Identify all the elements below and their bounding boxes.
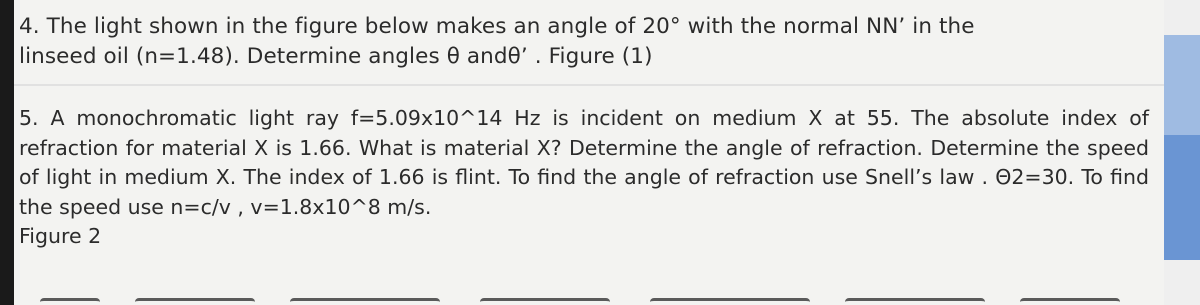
question-4-line-2: linseed oil (n=1.48). Determine angles θ andθ’ . Figure (1) xyxy=(19,44,653,69)
left-dark-edge xyxy=(0,0,14,305)
question-4-line-1: 4. The light shown in the figure below makes an angle of 20° with the normal NN’ in the xyxy=(19,14,975,39)
accent-block-light xyxy=(1164,35,1200,135)
cut-off-text-line xyxy=(40,290,1140,304)
question-5-figure-label: Figure 2 xyxy=(19,224,102,249)
accent-block-blue xyxy=(1164,135,1200,260)
question-4 xyxy=(19,12,1139,72)
section-divider xyxy=(14,84,1164,86)
question-5 xyxy=(19,104,1149,252)
question-5-body: 5. A monochromatic light ray f=5.09x10^14 Hz is incident on medium X at 55. The absolute index of refraction for material X is 1.66. What is material X? Determine the angle of refraction. Determine the speed of light in medium X. The index of 1.66 is flint. To find the angle of refraction use Snell’s law . Θ2=30. To find the speed use n=c/v , v=1.8x10^8 m/s. xyxy=(19,106,1149,219)
